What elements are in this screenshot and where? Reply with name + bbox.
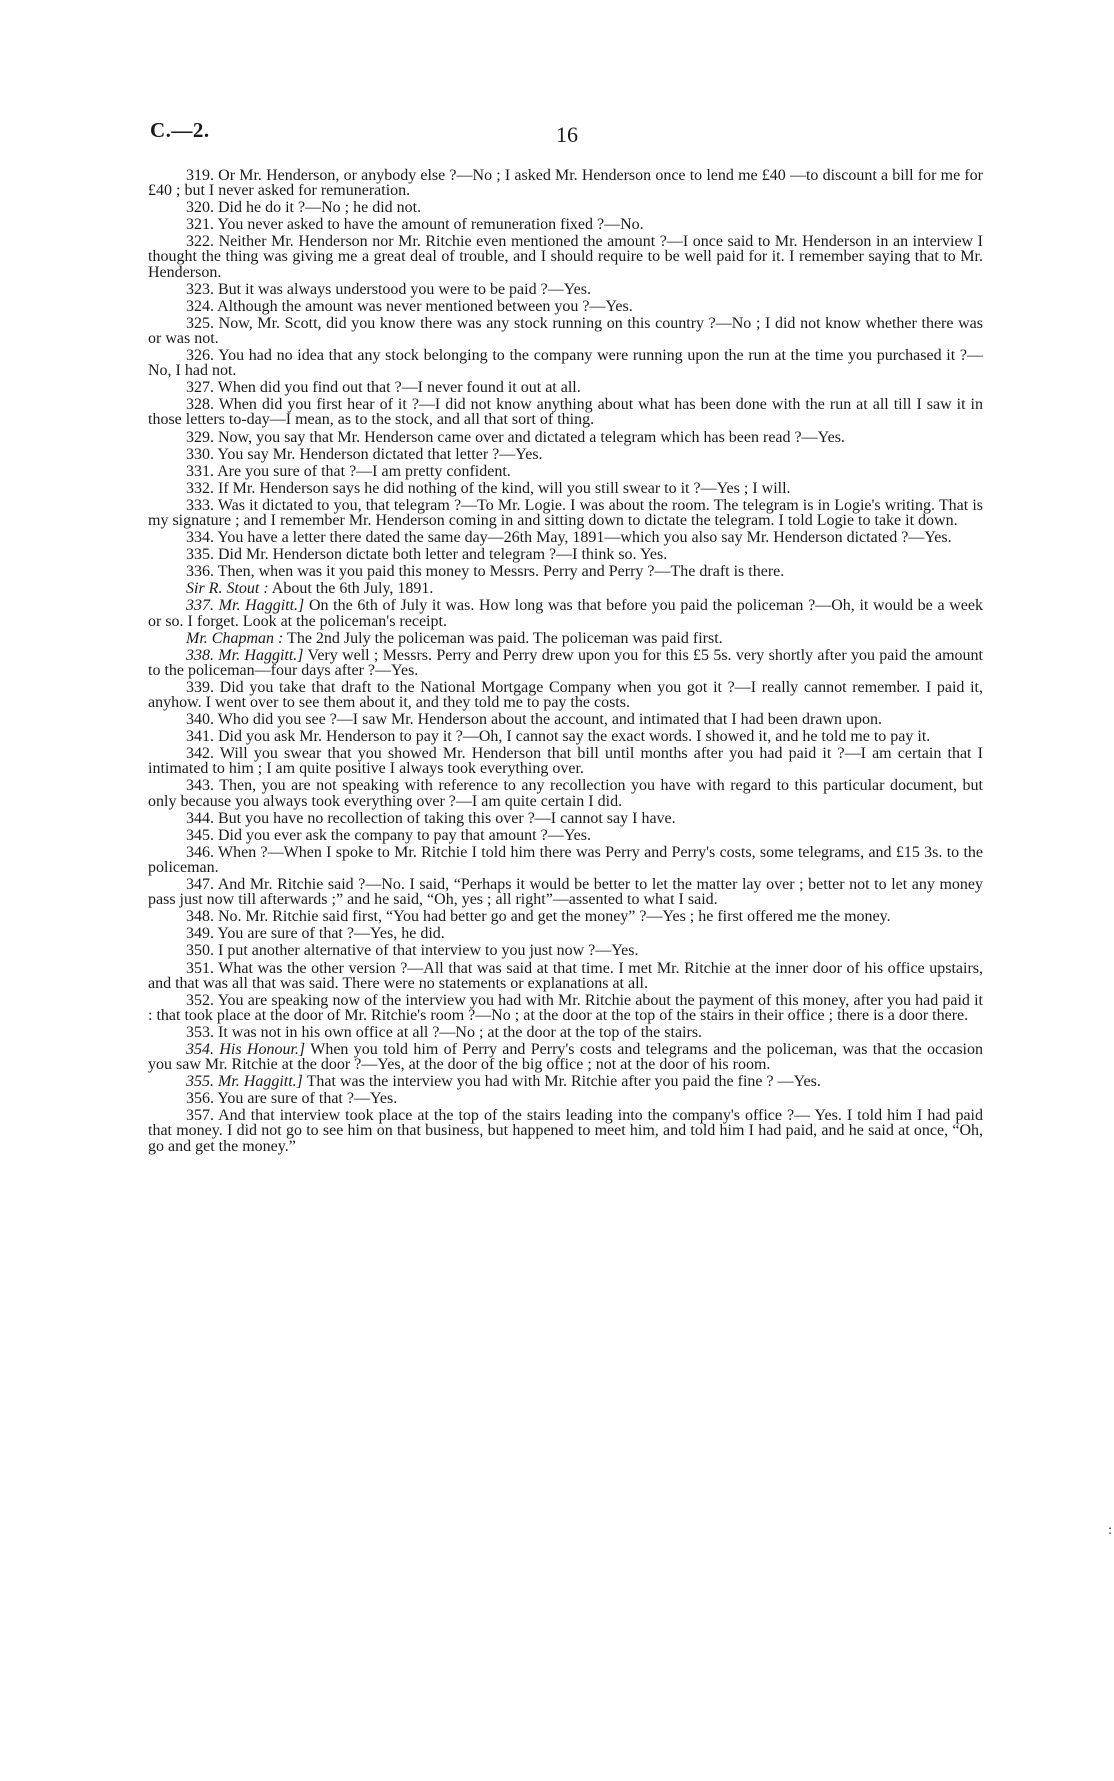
speaker-label: 338. Mr. Haggitt.] [186, 646, 304, 664]
paragraph-339 [148, 680, 983, 710]
paragraph-text: 346. When ?—When I spoke to Mr. Ritchie I told him there was Perry and Perry's costs, some telegrams, and £15 3s. to the policeman. [148, 843, 983, 876]
paragraph-346 [148, 845, 983, 875]
paragraph-353 [148, 1025, 983, 1040]
paragraph-351 [148, 961, 983, 991]
paragraph-324 [148, 299, 983, 314]
paragraph-337 [148, 598, 983, 628]
paragraph-329 [148, 430, 983, 445]
paragraph-text: 356. You are sure of that ?—Yes. [186, 1090, 398, 1108]
paragraph-text: When you told him of Perry and Perry's costs and telegrams and the policeman, was that the occasion you saw Mr. Ritchie at the door ?—Yes, at the door of the big office ; not at the door of his room. [148, 1040, 984, 1074]
paragraph-320 [148, 200, 983, 215]
paragraph-352 [148, 993, 983, 1023]
paragraph-330 [148, 447, 983, 462]
paragraph-327 [148, 380, 983, 395]
paragraph-333 [148, 498, 983, 528]
paragraph-text: 345. Did you ever ask the company to pay that amount ?—Yes. [186, 826, 591, 844]
paragraph-text: 349. You are sure of that ?—Yes, he did. [186, 925, 445, 943]
paragraph-323 [148, 282, 983, 297]
paragraph-text: 342. Will you swear that you showed Mr. Henderson that bill until months after you had paid it ?—I am certain that I intimated to him ; I am quite positive I always took everything over. [148, 745, 983, 778]
speaker-label: 354. His Honour.] [186, 1040, 306, 1058]
paragraph-text: 341. Did you ask Mr. Henderson to pay it ?—Oh, I cannot say the exact words. I showed it, and he told me to pay it. [186, 728, 931, 746]
paragraph-334 [148, 530, 983, 545]
paragraph-331 [148, 464, 983, 479]
paragraph-text: About the 6th July, 1891. [268, 580, 434, 598]
paragraph-321 [148, 217, 983, 232]
paragraph-355 [148, 1074, 983, 1089]
document-reference: C.—2. [150, 118, 210, 142]
paragraph-348 [148, 909, 983, 924]
paragraph-328 [148, 397, 983, 427]
paragraph-text: 336. Then, when was it you paid this money to Messrs. Perry and Perry ?—The draft is there. [186, 563, 785, 581]
paragraph-text: 332. If Mr. Henderson says he did nothing of the kind, will you still swear to it ?—Yes ; I will. [186, 479, 791, 497]
paragraph-325 [148, 316, 983, 346]
paragraph-319 [148, 168, 983, 198]
paragraph-344 [148, 811, 983, 826]
paragraph-343 [148, 778, 983, 808]
paragraph-336 [148, 564, 983, 579]
paragraph-356 [148, 1091, 983, 1106]
paragraph-text: 325. Now, Mr. Scott, did you know there was any stock running on this country ?—No ; I did not know whether there was or was not. [148, 314, 983, 347]
paragraph-text: 331. Are you sure of that ?—I am pretty confident. [186, 462, 511, 480]
paragraph-text: 357. And that interview took place at the top of the stairs leading into the company's office ?— Yes. I told him I had paid that money. I did not go to see him on that business, but happened to meet him, and told him I had paid, and he said at once, “Oh, go and get the money.” [148, 1107, 983, 1155]
paragraph-text: 351. What was the other version ?—All that was said at that time. I met Mr. Ritchie at the inner door of his office upstairs, and that was all that was said. There were no statements or explanations at all. [148, 959, 983, 992]
paragraph-text: 329. Now, you say that Mr. Henderson came over and dictated a telegram which has been read ?—Yes. [186, 428, 845, 446]
paragraph-text: The 2nd July the policeman was paid. The policeman was paid first. [283, 629, 723, 647]
paragraph-text: 352. You are speaking now of the interview you had with Mr. Ritchie about the payment of this money, after you had paid it : that took place at the door of Mr. Ritchie's room ?—No ; at the door at the top of the stairs in their office ; there is a door there. [148, 991, 983, 1024]
speaker-label: Sir R. Stout : [186, 580, 269, 598]
paragraph-text: Very well ; Messrs. Perry and Perry drew upon you for this £5 5s. very shortly after you paid the amount to the policeman—four days after ?—Yes. [148, 646, 983, 679]
paragraph-text: 322. Neither Mr. Henderson nor Mr. Ritchie even mentioned the amount ?—I once said to Mr. Henderson in an interview I thought the thing was giving me a great deal of trouble, and I should require to be well paid for it. I remember saying that to Mr. Henderson. [148, 233, 983, 281]
transcript-body [148, 168, 983, 1156]
paragraph-342 [148, 746, 983, 776]
paragraph-text: 339. Did you take that draft to the National Mortgage Company when you got it ?—I really cannot remember. I paid it, anyhow. I went over to see them about it, and they told me to pay the costs. [148, 678, 983, 711]
margin-mark: : [1108, 1523, 1112, 1538]
page-number: 16 [556, 122, 578, 147]
paragraph-text: 334. You have a letter there dated the same day—26th May, 1891—which you also say Mr. Henderson dictated ?—Yes. [186, 529, 952, 547]
speaker-label: 355. Mr. Haggitt.] [186, 1073, 303, 1091]
paragraph-326 [148, 348, 983, 378]
paragraph-338 [148, 648, 983, 678]
paragraph-text: 348. No. Mr. Ritchie said first, “You had better go and get the money” ?—Yes ; he first offered me the money. [186, 908, 891, 926]
paragraph-text: 335. Did Mr. Henderson dictate both letter and telegram ?—I think so. Yes. [186, 546, 668, 564]
paragraph-text: 319. Or Mr. Henderson, or anybody else ?—No ; I asked Mr. Henderson once to lend me £40 —to discount a bill for me for £40 ; but I never asked for remuneration. [148, 167, 983, 200]
paragraph-349 [148, 926, 983, 941]
paragraph-text: 326. You had no idea that any stock belonging to the company were running upon the run at the time you purchased it ?—No, I had not. [148, 347, 983, 380]
paragraph-332 [148, 481, 983, 496]
paragraph-text: That was the interview you had with Mr. Ritchie after you paid the fine ? —Yes. [302, 1073, 821, 1091]
paragraph-text: 327. When did you find out that ?—I never found it out at all. [186, 379, 581, 397]
paragraph-chapman [148, 631, 983, 646]
paragraph-text: 320. Did he do it ?—No ; he did not. [186, 199, 422, 217]
paragraph-341 [148, 729, 983, 744]
paragraph-340 [148, 712, 983, 727]
paragraph-text: 340. Who did you see ?—I saw Mr. Henderson about the account, and intimated that I had been drawn upon. [186, 711, 882, 729]
paragraph-stout [148, 581, 983, 596]
paragraph-text: 324. Although the amount was never mentioned between you ?—Yes. [186, 297, 633, 315]
speaker-label: 337. Mr. Haggitt.] [186, 597, 305, 615]
paragraph-350 [148, 943, 983, 958]
paragraph-text: 344. But you have no recollection of taking this over ?—I cannot say I have. [186, 809, 676, 827]
paragraph-357 [148, 1108, 983, 1153]
paragraph-354 [148, 1042, 983, 1072]
paragraph-text: 323. But it was always understood you were to be paid ?—Yes. [186, 280, 591, 298]
paragraph-text: 353. It was not in his own office at all ?—No ; at the door at the top of the stairs. [186, 1023, 703, 1041]
paragraph-347 [148, 877, 983, 907]
paragraph-text: 330. You say Mr. Henderson dictated that letter ?—Yes. [186, 445, 543, 463]
paragraph-text: 321. You never asked to have the amount of remuneration fixed ?—No. [186, 216, 644, 234]
speaker-label: Mr. Chapman : [186, 629, 284, 647]
paragraph-322 [148, 234, 983, 279]
paragraph-text: 328. When did you first hear of it ?—I did not know anything about what has been done with the run at all till I saw it in those letters to-day—I mean, as to the stock, and all that sort of thing. [148, 396, 983, 429]
paragraph-345 [148, 828, 983, 843]
paragraph-335 [148, 547, 983, 562]
paragraph-text: 343. Then, you are not speaking with reference to any recollection you have with regard to this particular document, but only because you always took everything over ?—I am quite certain I did. [148, 777, 983, 810]
paragraph-text: 347. And Mr. Ritchie said ?—No. I said, “Perhaps it would be better to let the matter lay over ; better not to let any money pass just now till afterwards ;” and he said, “Oh, yes ; all right”—assented to what I said. [148, 876, 983, 909]
paragraph-text: On the 6th of July it was. How long was that before you paid the policeman ?—Oh, it would be a week or so. I forget. Look at the policeman's receipt. [148, 597, 983, 630]
paragraph-text: 333. Was it dictated to you, that telegram ?—To Mr. Logie. I was about the room. The telegram is in Logie's writing. That is my signature ; and I remember Mr. Henderson coming in and sitting down to dictate the telegram. I told Logie to take it down. [148, 496, 983, 529]
paragraph-text: 350. I put another alternative of that interview to you just now ?—Yes. [186, 942, 639, 960]
